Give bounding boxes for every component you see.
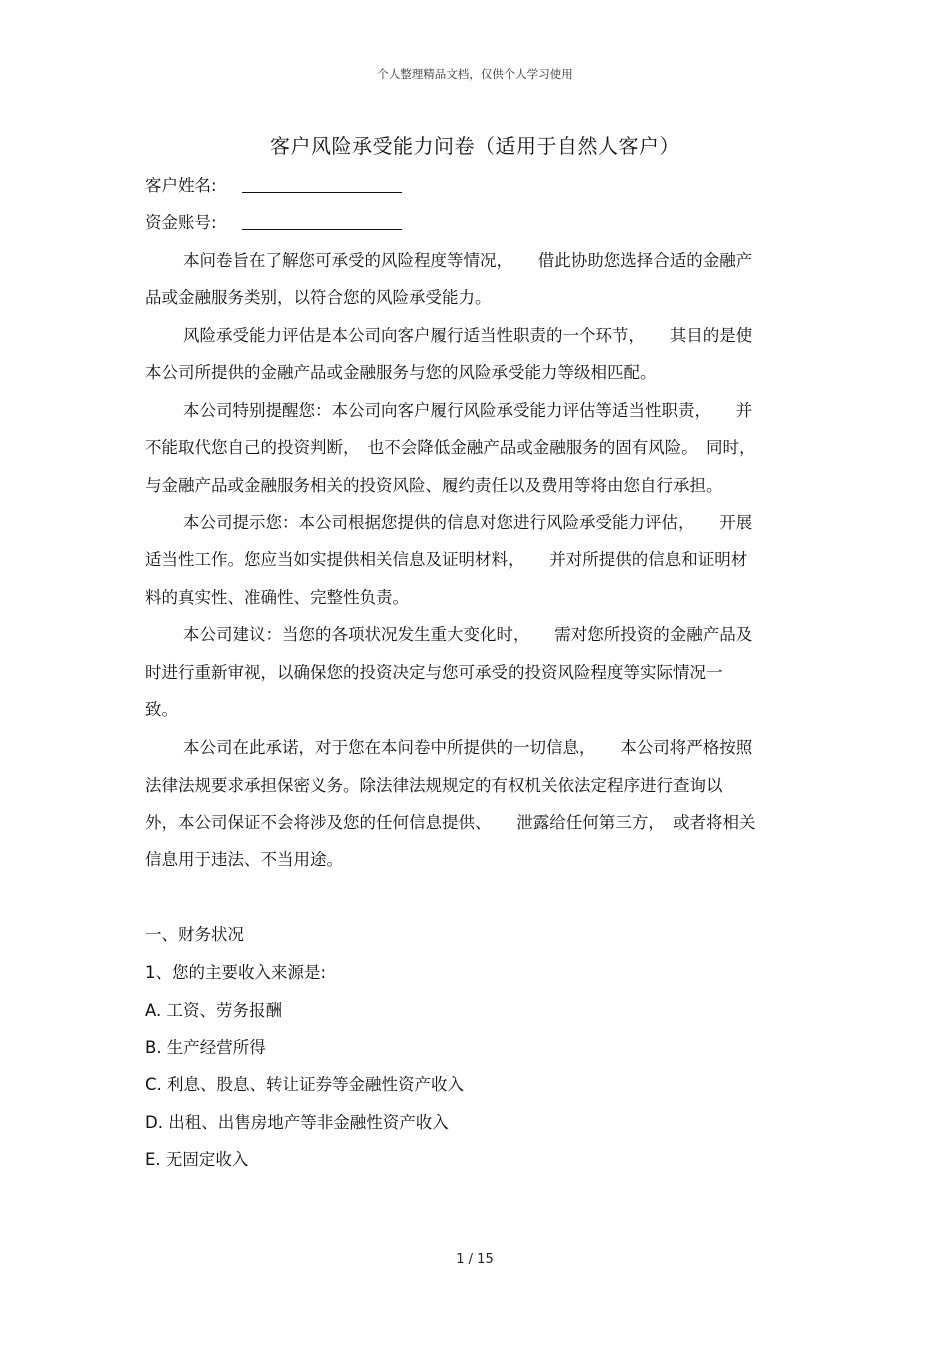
paragraph-line: 本公司建议：当您的各项状况发生重大变化时， 需对您所投资的金融产品及	[183, 625, 753, 644]
account-number-label: 资金账号:	[145, 213, 217, 232]
paragraph-line: 品或金融服务类别，以符合您的风险承受能力。	[145, 288, 492, 307]
paragraph-line: 时进行重新审视，以确保您的投资决定与您可承受的投资风险程度等实际情况一	[145, 663, 723, 682]
page-title: 客户风险承受能力问卷（适用于自然人客户）	[270, 134, 680, 158]
paragraph-line: 本公司所提供的金融产品或金融服务与您的风险承受能力等级相匹配。	[145, 363, 657, 382]
customer-name-label: 客户姓名:	[145, 176, 217, 195]
paragraph-line: 法律法规要求承担保密义务。除法律法规规定的有权机关依法定程序进行查询以	[145, 776, 723, 795]
paragraph-line: 风险承受能力评估是本公司向客户履行适当性职责的一个环节， 其目的是使	[183, 326, 753, 345]
account-number-field	[145, 211, 402, 235]
paragraph-line: 料的真实性、准确性、完整性负责。	[145, 588, 409, 607]
paragraph-line: 不能取代您自己的投资判断， 也不会降低金融产品或金融服务的固有风险。 同时，	[145, 438, 756, 457]
section-heading: 一、财务状况	[145, 925, 244, 944]
option-b: B. 生产经营所得	[145, 1038, 266, 1057]
customer-name-blank	[242, 174, 402, 193]
header-note: 个人整理精品文档，仅供个人学习使用	[377, 67, 573, 81]
page-number: 1 / 15	[456, 1252, 494, 1267]
paragraph-line: 本公司特别提醒您：本公司向客户履行风险承受能力评估等适当性职责， 并	[183, 401, 753, 420]
paragraph-line: 信息用于违法、不当用途。	[145, 850, 343, 869]
option-e: E. 无固定收入	[145, 1150, 249, 1169]
paragraph-line: 本问卷旨在了解您可承受的风险程度等情况， 借此协助您选择合适的金融产	[183, 251, 753, 270]
paragraph-line: 外，本公司保证不会将涉及您的任何信息提供、 泄露给任何第三方， 或者将相关	[145, 813, 756, 832]
paragraph-line: 本公司在此承诺，对于您在本问卷中所提供的一切信息， 本公司将严格按照	[183, 738, 753, 757]
option-d: D. 出租、出售房地产等非金融性资产收入	[145, 1113, 449, 1132]
question-1: 1、您的主要收入来源是:	[145, 963, 327, 982]
option-c: C. 利息、股息、转让证券等金融性资产收入	[145, 1075, 465, 1094]
paragraph-line: 与金融产品或金融服务相关的投资风险、履约责任以及费用等将由您自行承担。	[145, 476, 723, 495]
option-a: A. 工资、劳务报酬	[145, 1001, 282, 1020]
paragraph-line: 适当性工作。您应当如实提供相关信息及证明材料， 并对所提供的信息和证明材	[145, 550, 748, 569]
paragraph-line: 致。	[145, 700, 178, 719]
customer-name-field	[145, 174, 402, 198]
account-number-blank	[242, 211, 402, 230]
paragraph-line: 本公司提示您：本公司根据您提供的信息对您进行风险承受能力评估， 开展	[183, 513, 753, 532]
